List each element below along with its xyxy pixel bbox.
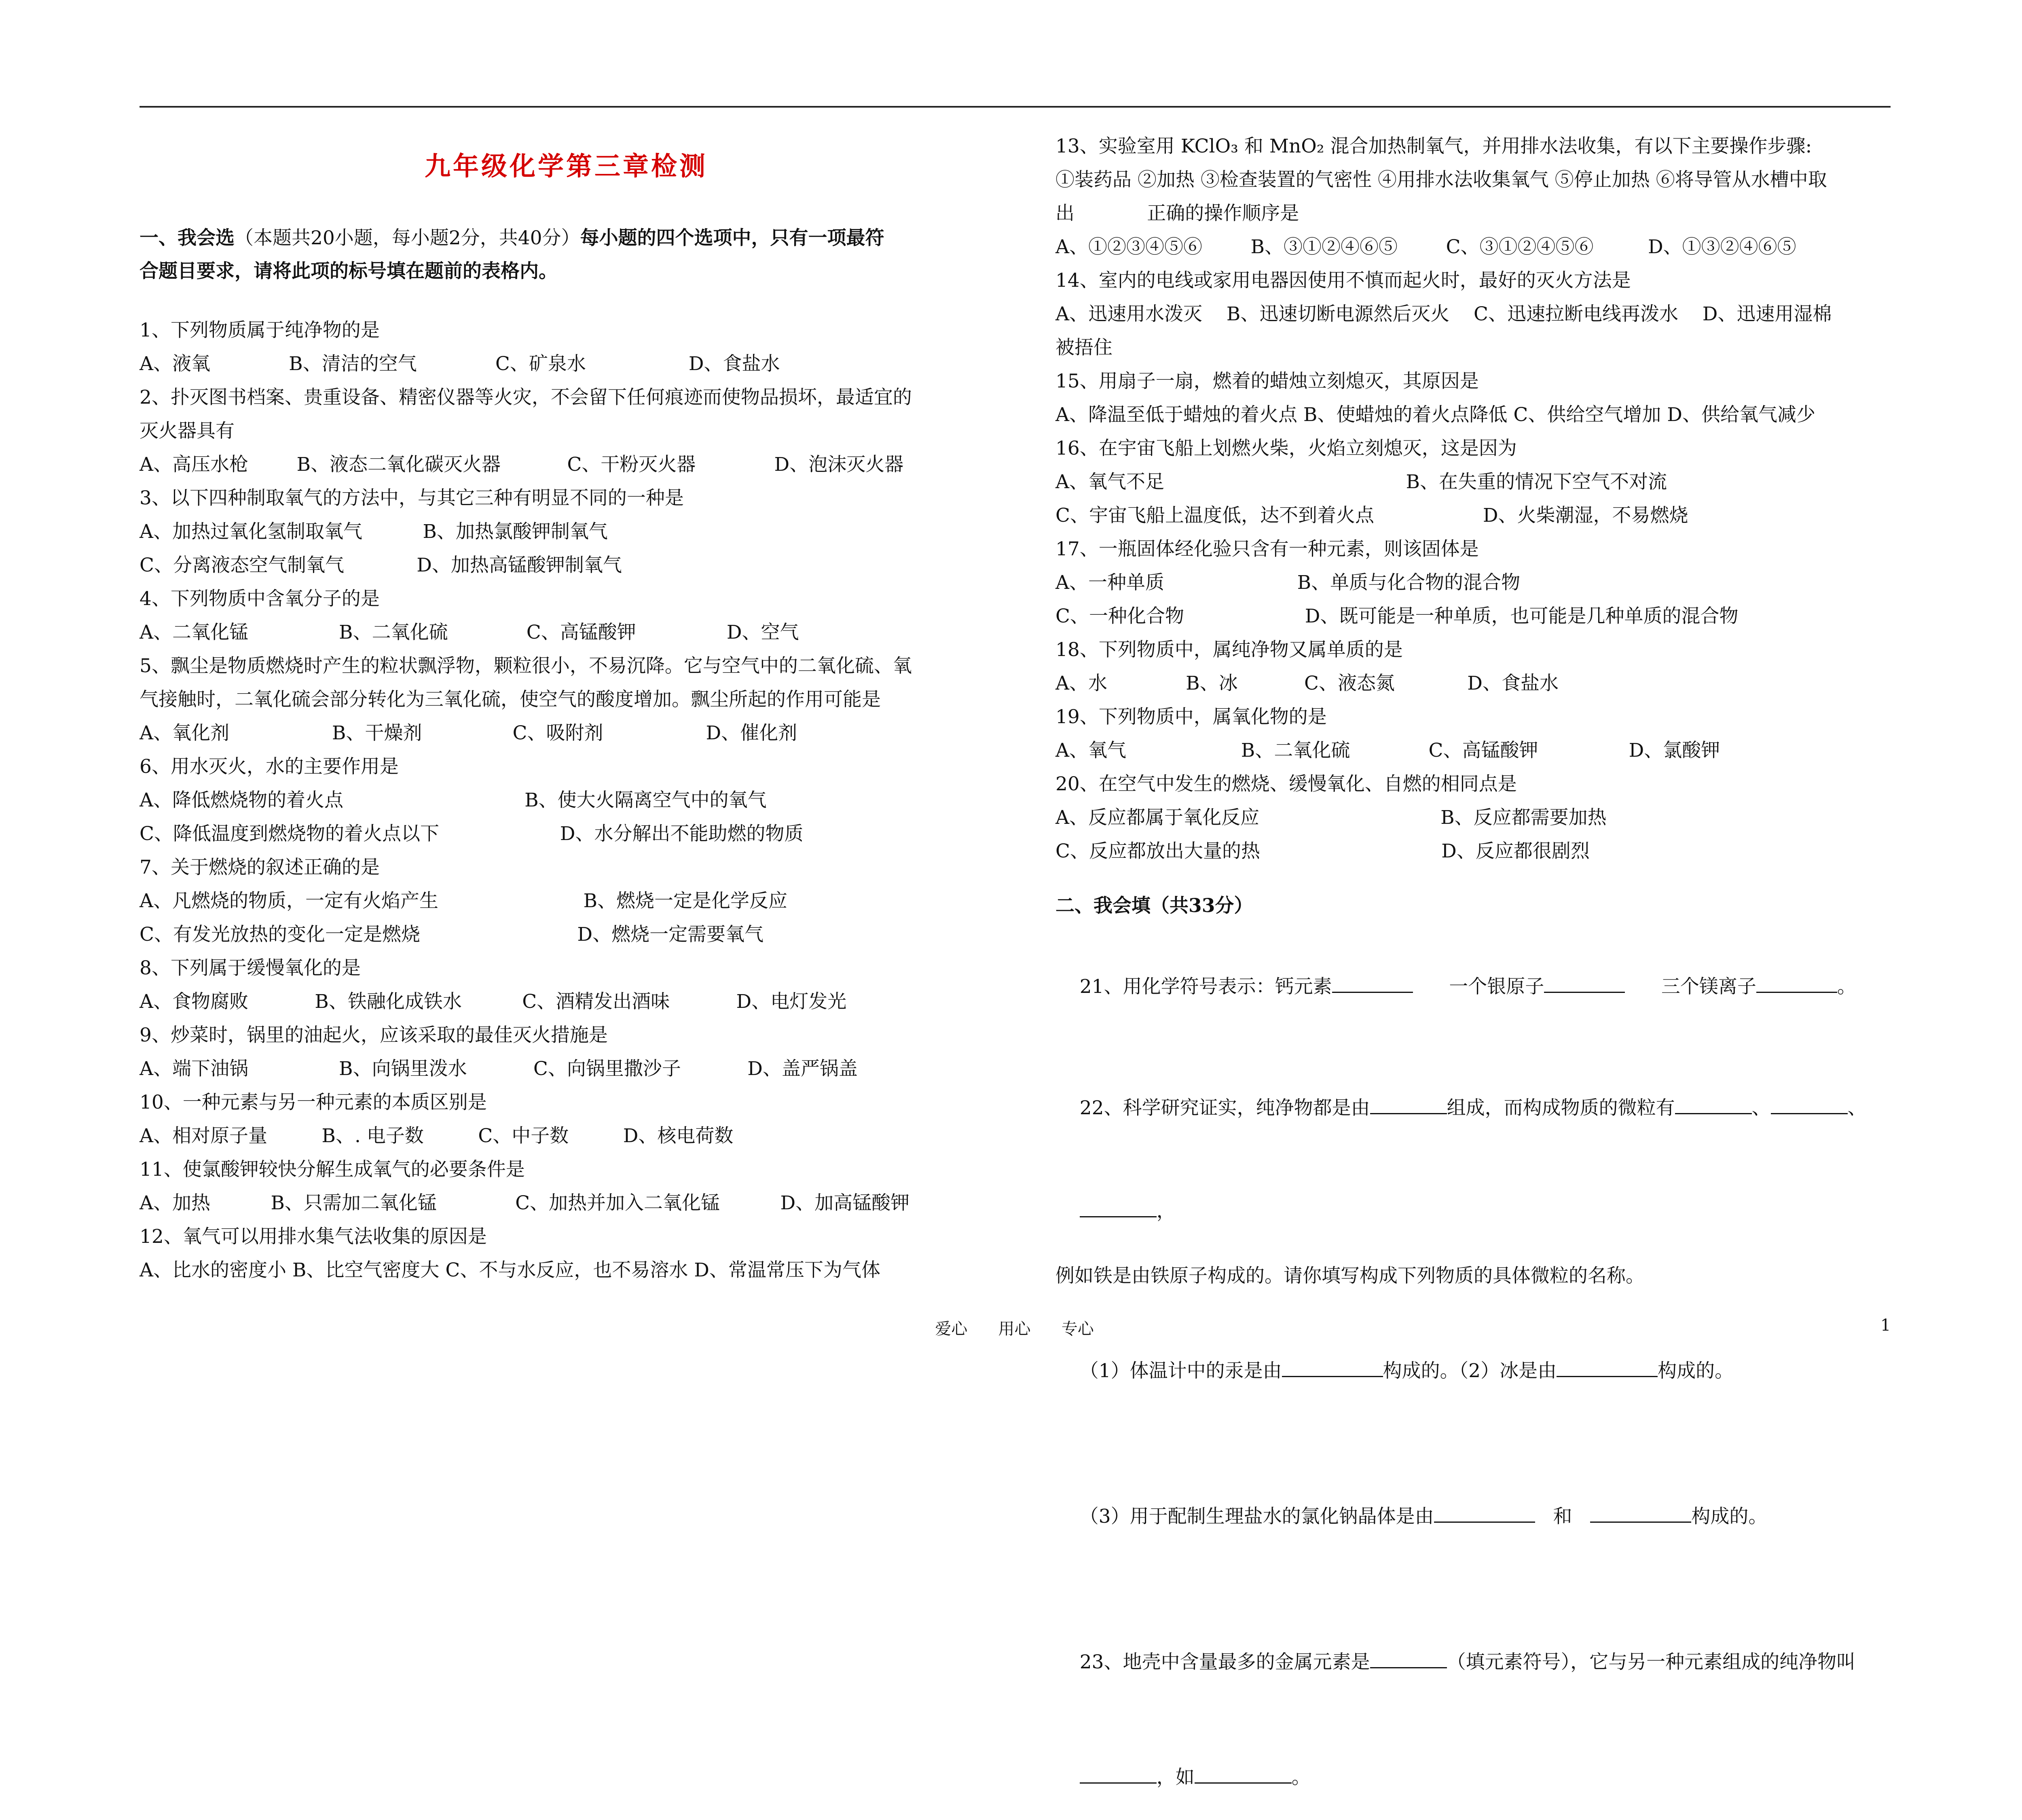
q22-blank-7[interactable] xyxy=(1434,1505,1535,1523)
question-line: A、氧气不足 B、在失重的情况下空气不对流 xyxy=(1055,471,1667,493)
q22-text-g: （3）用于配制生理盐水的氯化钠晶体是由 xyxy=(1079,1505,1434,1528)
q21-text-a: 21、用化学符号表示：钙元素 xyxy=(1079,976,1332,998)
question-line: 20、在空气中发生的燃烧、缓慢氧化、自燃的相同点是 xyxy=(1055,773,1517,795)
q21-blank-1[interactable] xyxy=(1332,976,1413,993)
q23-blank-2[interactable] xyxy=(1080,1766,1157,1784)
q22-line5 xyxy=(1055,1444,1901,1589)
question-line: A、①②③④⑤⑥ B、③①②④⑥⑤ C、③①②④⑤⑥ D、①③②④⑥⑤ xyxy=(1055,236,1796,258)
q23-line1 xyxy=(1055,1589,1901,1735)
footer-motto: 爱心 用心 专心 xyxy=(935,1320,1094,1338)
question-line: C、有发光放热的变化一定是燃烧 D、燃烧一定需要氧气 xyxy=(140,923,764,946)
question-line: A、迅速用水泼灭 B、迅速切断电源然后灭火 C、迅速拉断电线再泼水 D、迅速用湿棉 xyxy=(1055,303,1832,325)
q22-line3: 例如铁是由铁原子构成的。请你填写构成下列物质的具体微粒的名称。 xyxy=(1055,1265,1645,1287)
question-line: C、一种化合物 D、既可能是一种单质，也可能是几种单质的混合物 xyxy=(1055,605,1739,627)
question-line: 气接触时，二氧化硫会部分转化为三氧化硫，使空气的酸度增加。飘尘所起的作用可能是 xyxy=(140,688,881,711)
question-line: 11、使氯酸钾较快分解生成氧气的必要条件是 xyxy=(140,1158,525,1181)
section1-intro xyxy=(140,222,993,288)
question-line: 19、下列物质中，属氧化物的是 xyxy=(1055,706,1327,728)
q21-blank-3[interactable] xyxy=(1756,976,1837,993)
question-line: A、降低燃烧物的着火点 B、使大火隔离空气中的氧气 xyxy=(140,789,767,811)
question-line: 出 正确的操作顺序是 xyxy=(1055,202,1299,224)
question-line: 18、下列物质中，属纯净物又属单质的是 xyxy=(1055,639,1403,661)
question-line: A、氧气 B、二氧化硫 C、高锰酸钾 D、氯酸钾 xyxy=(1055,739,1720,762)
question-line: C、宇宙飞船上温度低，达不到着火点 D、火柴潮湿，不易燃烧 xyxy=(1055,504,1688,527)
question-line: 3、以下四种制取氧气的方法中，与其它三种有明显不同的一种是 xyxy=(140,487,684,509)
question-line: 13、实验室用 KClO₃ 和 MnO₂ 混合加热制氧气，并用排水法收集，有以下主要操作步骤: xyxy=(1055,135,1812,157)
section1-instr2: 合题目要求，请将此项的标号填在题前的表格内。 xyxy=(140,260,558,282)
question-line: A、加热过氧化氢制取氧气 B、加热氯酸钾制氧气 xyxy=(140,521,608,543)
q23-blank-3[interactable] xyxy=(1195,1766,1292,1784)
q22-text-e: 构成的。（2）冰是由 xyxy=(1383,1360,1557,1382)
question-line: C、降低温度到燃烧物的着火点以下 D、水分解出不能助燃的物质 xyxy=(140,823,804,845)
question-line: ①装药品 ②加热 ③检查装置的气密性 ④用排水法收集氧气 ⑤停止加热 ⑥将导管从水槽中取 xyxy=(1055,169,1827,191)
left-column xyxy=(140,313,993,1287)
question-line: A、二氧化锰 B、二氧化硫 C、高锰酸钾 D、空气 xyxy=(140,621,799,643)
q23-text-c: ，如 xyxy=(1156,1766,1195,1788)
q22-blank-5[interactable] xyxy=(1282,1360,1383,1377)
question-line: A、液氧 B、清洁的空气 C、矿泉水 D、食盐水 xyxy=(140,353,780,375)
question-line: 15、用扇子一扇，燃着的蜡烛立刻熄灭，其原因是 xyxy=(1055,370,1479,392)
question-line: C、反应都放出大量的热 D、反应都很剧烈 xyxy=(1055,840,1590,862)
page-number: 1 xyxy=(1880,1316,1891,1335)
question-line: 7、关于燃烧的叙述正确的是 xyxy=(140,856,380,878)
q22-text-b: 组成，而构成物质的微粒有 xyxy=(1447,1097,1675,1119)
question-line: A、一种单质 B、单质与化合物的混合物 xyxy=(1055,571,1521,594)
question-line: A、比水的密度小 B、比空气密度大 C、不与水反应，也不易溶水 D、常温常压下为气体 xyxy=(140,1259,880,1281)
q23-text-a: 23、地壳中含量最多的金属元素是 xyxy=(1079,1651,1370,1673)
question-line: 2、扑灭图书档案、贵重设备、精密仪器等火灾，不会留下任何痕迹而使物品损坏，最适宜的 xyxy=(140,386,912,408)
section2 xyxy=(1055,886,1901,1820)
question-line: A、加热 B、只需加二氧化锰 C、加热并加入二氧化锰 D、加高锰酸钾 xyxy=(140,1192,910,1214)
q23-text-b: （填元素符号），它与另一种元素组成的纯净物叫 xyxy=(1447,1651,1856,1673)
question-line: 16、在宇宙飞船上划燃火柴，火焰立刻熄灭，这是因为 xyxy=(1055,437,1517,459)
question-line: A、高压水枪 B、液态二氧化碳灭火器 C、干粉灭火器 D、泡沫灭火器 xyxy=(140,453,904,476)
question-line: A、水 B、冰 C、液态氮 D、食盐水 xyxy=(1055,672,1559,694)
section2-heading: 二、我会填（共33分） xyxy=(1055,895,1253,917)
q21: 21、用化学符号表示：钙元素 一个银原子 三个镁离子 。 xyxy=(1079,976,1856,998)
q22-blank-2[interactable] xyxy=(1675,1097,1752,1114)
q21-text-b: 一个银原子 xyxy=(1449,976,1544,998)
right-column xyxy=(1055,129,1901,868)
section1-note: （本题共20小题，每小题2分，共40分） xyxy=(235,227,580,249)
question-line: 10、一种元素与另一种元素的本质区别是 xyxy=(140,1091,487,1113)
question-line: 12、氧气可以用排水集气法收集的原因是 xyxy=(140,1225,487,1248)
q21-blank-2[interactable] xyxy=(1544,976,1625,993)
question-line: 6、用水灭火，水的主要作用是 xyxy=(140,756,399,778)
question-line: 1、下列物质属于纯净物的是 xyxy=(140,319,380,341)
question-line: A、氧化剂 B、干燥剂 C、吸附剂 D、催化剂 xyxy=(140,722,797,744)
question-line: 5、飘尘是物质燃烧时产生的粒状飘浮物，颗粒很小，不易沉降。它与空气中的二氧化硫、氧 xyxy=(140,655,912,677)
question-line: A、相对原子量 B、. 电子数 C、中子数 D、核电荷数 xyxy=(140,1125,734,1147)
question-line: 17、一瓶固体经化验只含有一种元素，则该固体是 xyxy=(1055,538,1479,560)
question-line: 4、下列物质中含氧分子的是 xyxy=(140,588,380,610)
q23-blank-1[interactable] xyxy=(1370,1651,1447,1668)
q22-text-a: 22、科学研究证实，纯净物都是由 xyxy=(1079,1097,1370,1119)
question-line: A、食物腐败 B、铁融化成铁水 C、酒精发出酒味 D、电灯发光 xyxy=(140,990,847,1013)
q22-text-h: 和 xyxy=(1553,1505,1572,1528)
header-rule xyxy=(140,106,1891,108)
q22-text-f: 构成的。 xyxy=(1658,1360,1734,1382)
section1-heading: 一、我会选 xyxy=(140,227,235,249)
question-line: A、凡燃烧的物质，一定有火焰产生 B、燃烧一定是化学反应 xyxy=(140,890,788,912)
q22-blank-3[interactable] xyxy=(1771,1097,1848,1114)
question-line: A、降温至低于蜡烛的着火点 B、使蜡烛的着火点降低 C、供给空气增加 D、供给氧气减少 xyxy=(1055,404,1815,426)
q22-text-d: （1）体温计中的汞是由 xyxy=(1079,1360,1282,1382)
section1-instr1: 每小题的四个选项中，只有一项最符 xyxy=(580,227,884,249)
q22-blank-1[interactable] xyxy=(1370,1097,1447,1114)
question-line: C、分离液态空气制氧气 D、加热高锰酸钾制氧气 xyxy=(140,554,622,576)
question-line: 被捂住 xyxy=(1055,336,1113,359)
question-line: 14、室内的电线或家用电器因使用不慎而起火时，最好的灭火方法是 xyxy=(1055,269,1631,292)
q22-line1: 22、科学研究证实，纯净物都是由 组成，而构成物质的微粒有 、 、 xyxy=(1079,1097,1867,1119)
question-line: 灭火器具有 xyxy=(140,420,235,442)
q22-line2: ， xyxy=(1055,1169,1901,1254)
question-line: A、反应都属于氧化反应 B、反应都需要加热 xyxy=(1055,806,1607,829)
q23-line2: ，如 。 xyxy=(1055,1735,1901,1820)
question-line: A、端下油锅 B、向锅里泼水 C、向锅里撒沙子 D、盖严锅盖 xyxy=(140,1058,858,1080)
q22-blank-4[interactable] xyxy=(1080,1200,1157,1217)
q22-blank-8[interactable] xyxy=(1590,1505,1691,1523)
q22-blank-6[interactable] xyxy=(1557,1360,1658,1377)
q21-text-c: 三个镁离子 xyxy=(1661,976,1756,998)
page-title: 九年级化学第三章检测 xyxy=(425,151,708,182)
question-line: 8、下列属于缓慢氧化的是 xyxy=(140,957,361,979)
question-line: 9、炒菜时，锅里的油起火，应该采取的最佳灭火措施是 xyxy=(140,1024,608,1046)
q22-text-i: 构成的。 xyxy=(1691,1505,1768,1528)
